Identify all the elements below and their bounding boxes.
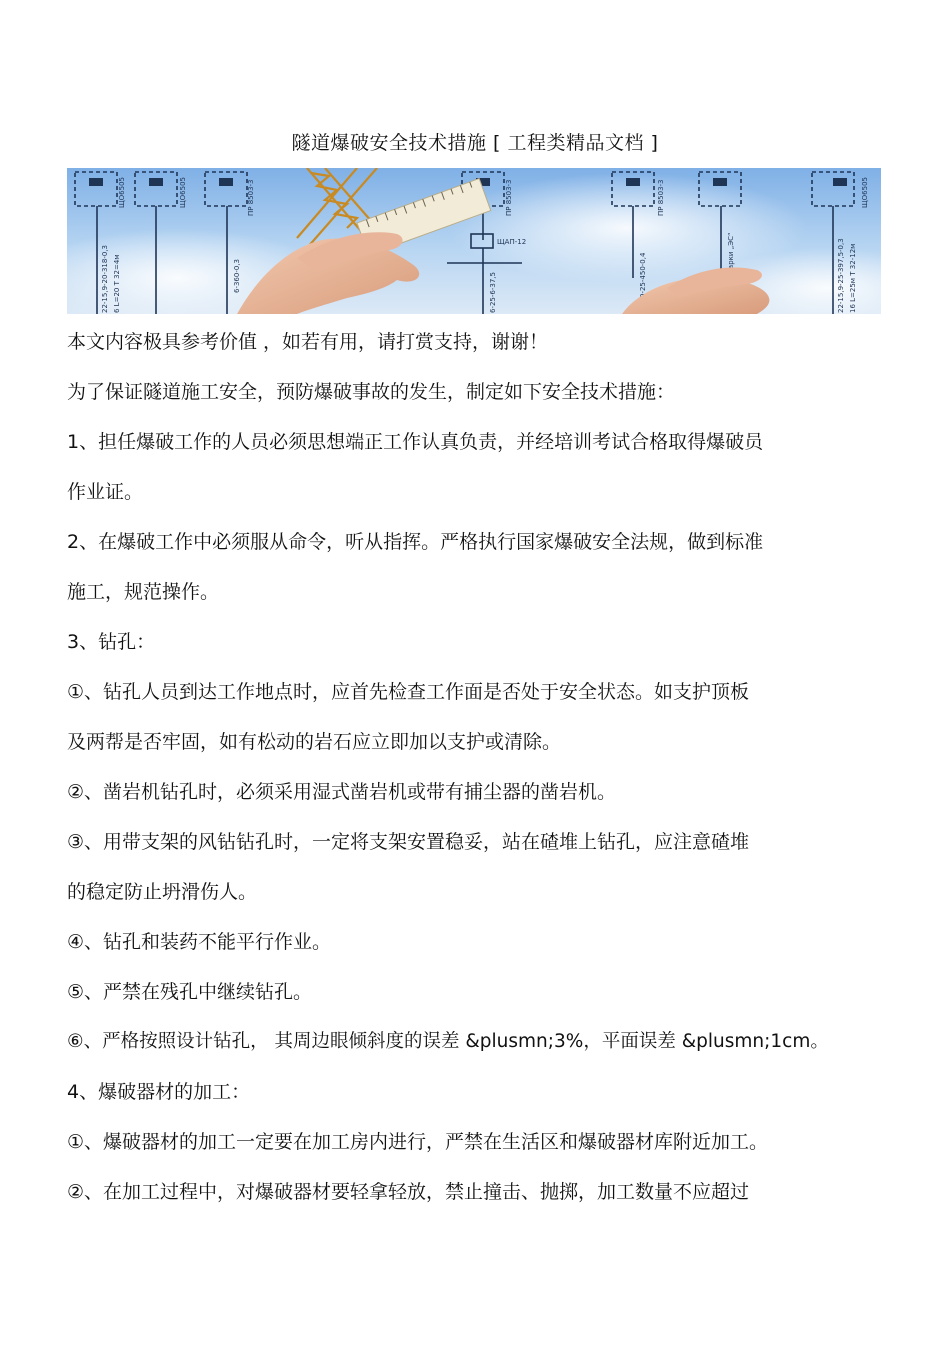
banner-label: 22-15,9-20-318-0,3 xyxy=(101,245,109,313)
paragraph: 为了保证隧道施工安全，预防爆破事故的发生，制定如下安全技术措施： xyxy=(67,381,676,403)
banner-label: 6-360-0,3 xyxy=(233,259,241,293)
document-title: 隧道爆破安全技术措施 [ 工程类精品文档 ] xyxy=(291,132,659,154)
paragraph: 2、在爆破工作中必须服从命令，听从指挥。严格执行国家爆破安全法规，做到标准 xyxy=(67,531,764,553)
paragraph: 的稳定防止坍滑伤人。 xyxy=(67,881,258,903)
paragraph: ①、钻孔人员到达工作地点时，应首先检查工作面是否处于安全状态。如支护顶板 xyxy=(67,681,750,703)
paragraph: 作业证。 xyxy=(67,481,144,503)
paragraph: ⑤、严禁在残孔中继续钻孔。 xyxy=(67,981,313,1003)
banner-label: 6-25-6-37,5 xyxy=(489,272,497,313)
paragraph: ①、爆破器材的加工一定要在加工房内进行，严禁在生活区和爆破器材库附近加工。 xyxy=(67,1131,769,1153)
banner-label: 22-15,9-25-397,5-0,3 xyxy=(837,238,845,313)
paragraph: 1、担任爆破工作的人员必须思想端正工作认真负责，并经培训考试合格取得爆破员 xyxy=(67,431,764,453)
section-heading: 4、爆破器材的加工： xyxy=(67,1081,251,1103)
paragraph: 施工，规范操作。 xyxy=(67,581,220,603)
paragraph: ④、钻孔和装药不能平行作业。 xyxy=(67,931,332,953)
banner-label: ПР 8503-3 xyxy=(505,179,513,216)
intro-note: 本文内容极具参考价值 ，如若有用，请打赏支持，谢谢！ xyxy=(67,331,549,353)
banner-image xyxy=(67,168,881,314)
paragraph: 及两帮是否牢固，如有松动的岩石应立即加以支护或清除。 xyxy=(67,731,562,753)
banner-label: ПР 8503-3 xyxy=(657,179,665,216)
banner-label: ЩО6505 xyxy=(861,177,869,208)
paragraph: ③、用带支架的风钻钻孔时，一定将支架安置稳妥，站在碴堆上钻孔，应注意碴堆 xyxy=(67,831,750,853)
paragraph: ②、凿岩机钻孔时，必须采用湿式凿岩机或带有捕尘器的凿岩机。 xyxy=(67,781,617,803)
banner-label: 6 L=20 Т 32=4м xyxy=(113,254,121,313)
paragraph: ②、在加工过程中，对爆破器材要轻拿轻放，禁止撞击、抛掷，加工数量不应超过 xyxy=(67,1181,750,1203)
banner-label: ЩО6505 xyxy=(118,177,126,208)
banner-label: 16 L=25м Т 32-12м xyxy=(849,243,857,313)
banner-label: 0-25-450-0,4 xyxy=(639,252,647,298)
section-heading: 3、钻孔： xyxy=(67,631,156,653)
paragraph: ⑥、严格按照设计钻孔， 其周边眼倾斜度的误差 &plusmn;3%，平面误差 &plusmn;1cm。 xyxy=(67,1031,829,1052)
banner-label: ПР 8503-3 xyxy=(247,179,255,216)
banner-label: ЩАП-12 xyxy=(497,238,527,246)
banner-label: ЩО6505 xyxy=(179,177,187,208)
